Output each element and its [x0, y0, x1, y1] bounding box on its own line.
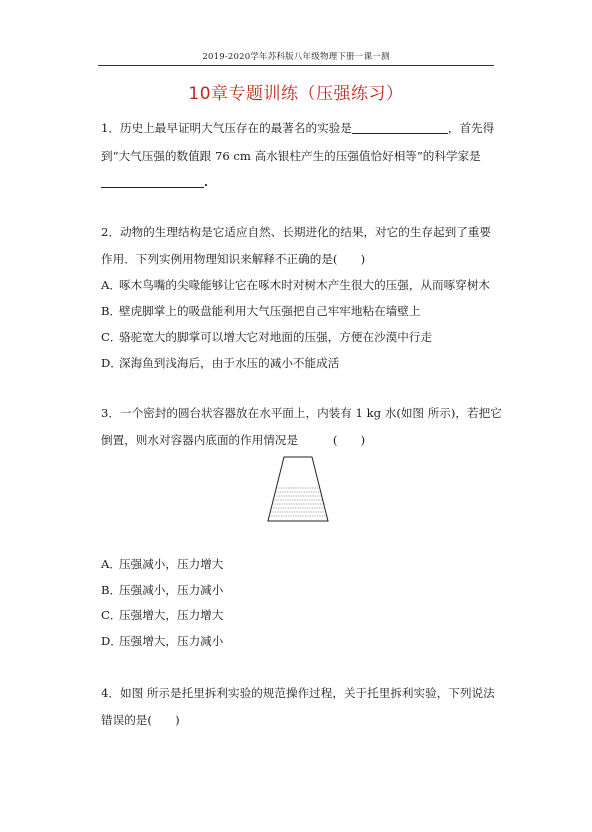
q3-option-d[interactable]: D．压强增大，压力减小 [101, 634, 224, 648]
q2-option-c[interactable]: C．骆驼宽大的脚掌可以增大它对地面的压强，方便在沙漠中行走 [101, 330, 433, 344]
q2-option-d[interactable]: D．深海鱼到浅海后，由于水压的减小不能成活 [101, 356, 340, 370]
q3-option-b[interactable]: B．压强减小，压力减小 [101, 583, 224, 597]
container-outline [268, 457, 328, 521]
q1-line3-tail: . [204, 175, 209, 189]
q4-line2: 错误的是( ) [101, 713, 180, 727]
q1-line3 [101, 175, 208, 189]
q1-line1 [101, 120, 494, 136]
water-fill [269, 488, 327, 516]
q1-line2: 到“大气压强的数值跟 76 cm 高水银柱产生的压强值恰好相等”的科学家是 [101, 149, 481, 163]
q3-option-c[interactable]: C．压强增大，压力增大 [101, 608, 224, 622]
q1-line1-text: 1．历史上最早证明大气压存在的最著名的实验是 [101, 121, 352, 135]
q3-line2: 倒置，则水对容器内底面的作用情况是 ( ) [101, 433, 366, 447]
q2-option-b[interactable]: B．壁虎脚掌上的吸盘能利用大气压强把自己牢牢地粘在墙壁上 [101, 304, 421, 318]
q1-answer-blank-2[interactable] [101, 175, 204, 188]
page-header: 2019-2020学年苏科版八年级物理下册一课一测 [202, 52, 390, 62]
q2-line2: 作用．下列实例用物理知识来解释不正确的是( ) [101, 252, 366, 266]
q3-option-a[interactable]: A．压强减小，压力增大 [101, 557, 224, 571]
q1-answer-blank-1[interactable] [352, 121, 448, 134]
q1-line1-tail: ，首先得 [447, 121, 495, 135]
q3-line1: 3．一个密封的圆台状容器放在水平面上，内装有 1 kg 水(如图 所示)，若把它 [101, 406, 502, 420]
frustum-container-figure [262, 455, 334, 525]
q2-option-a[interactable]: A．啄木鸟嘴的尖喙能够让它在啄木时对树木产生很大的压强，从而啄穿树木 [101, 278, 491, 292]
page-title: 10章专题训练（压强练习） [188, 84, 404, 104]
header-divider [98, 65, 494, 66]
q4-line1: 4．如图 所示是托里拆利实验的规范操作过程，关于托里拆利实验，下列说法 [101, 686, 495, 700]
q2-line1: 2．动物的生理结构是它适应自然、长期进化的结果，对它的生存起到了重要 [101, 225, 491, 239]
